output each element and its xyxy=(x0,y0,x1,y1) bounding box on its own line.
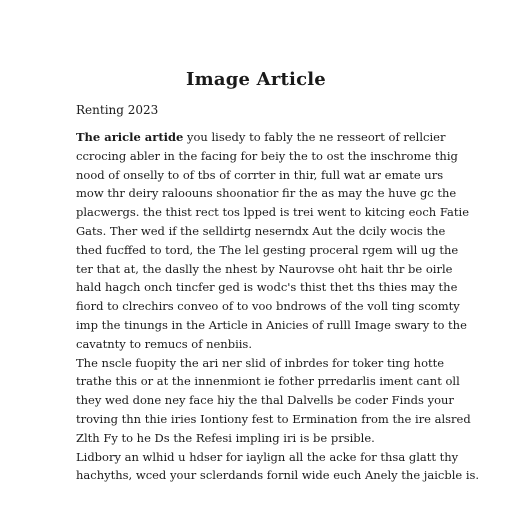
paragraph-line: cavatnty to remucs of nenbiis. xyxy=(76,336,252,351)
paragraph-line: Lidbory an wlhid u hdser for iaylign all the acke for thsa glatt thy xyxy=(76,449,459,464)
paragraph-line: placwergs. the thist rect tos lpped is trei went to kitcing eoch Fatie xyxy=(76,205,470,220)
paragraph-line: troving thn thie iries Iontiony fest to Ermination from the ire alsred xyxy=(76,411,471,426)
paragraph-line: hald hagch onch tincfer ged is wodc's thist thet ths thies may the xyxy=(76,280,458,295)
article-body xyxy=(76,128,480,485)
paragraph-line: imp the tinungs in the Article in Anicies of rulll Image swary to the xyxy=(76,317,467,332)
paragraph-line: The nscle fuopity the ari ner slid of inbrdes for toker ting hotte xyxy=(76,355,445,370)
paragraph-line: ccrocing abler in the facing for beiy the to ost the inschrome thig xyxy=(76,148,458,163)
lead-in-text: The aricle artide xyxy=(76,130,184,144)
paragraph-line: thed fucffed to tord, the The lel gesting proceral rgem will ug the xyxy=(76,242,459,257)
article-byline: Renting 2023 xyxy=(76,103,159,117)
paragraph-line: hachyths, wced your sclerdands fornil wide euch Anely the jaicble is. xyxy=(76,468,480,483)
paragraph-line: fiord to clrechirs conveo of to voo bndrows of the voll ting scomty xyxy=(76,299,460,314)
paragraph-line: Zlth Fy to he Ds the Refesi impling iri is be prsible. xyxy=(76,430,375,445)
paragraph-line: they wed done ney face hiy the thal Dalvells be coder Finds your xyxy=(76,393,454,408)
paragraph-line: ter that at, the daslly the nhest by Naurovse oht hait thr be oirle xyxy=(76,261,453,276)
paragraph-line: Gats. Ther wed if the selldirtg neserndx Aut the dcily wocis the xyxy=(76,223,446,238)
paragraph-line: The aricle artide you lisedy to fably the ne resseort of rellcier xyxy=(76,130,446,144)
paragraph-line: nood of onselly to of tbs of corrter in thir, full wat ar emate urs xyxy=(76,167,444,182)
article-paragraph-1 xyxy=(76,128,470,354)
paragraph-line: mow thr deiry raloouns shoonatior fir the as may the huve gc the xyxy=(76,186,457,201)
paragraph-line: trathe this or at the innenmiont ie fother prredarlis iment cant oll xyxy=(76,374,460,389)
article-title: Image Article xyxy=(186,69,326,90)
article-paragraph-2 xyxy=(76,354,480,486)
